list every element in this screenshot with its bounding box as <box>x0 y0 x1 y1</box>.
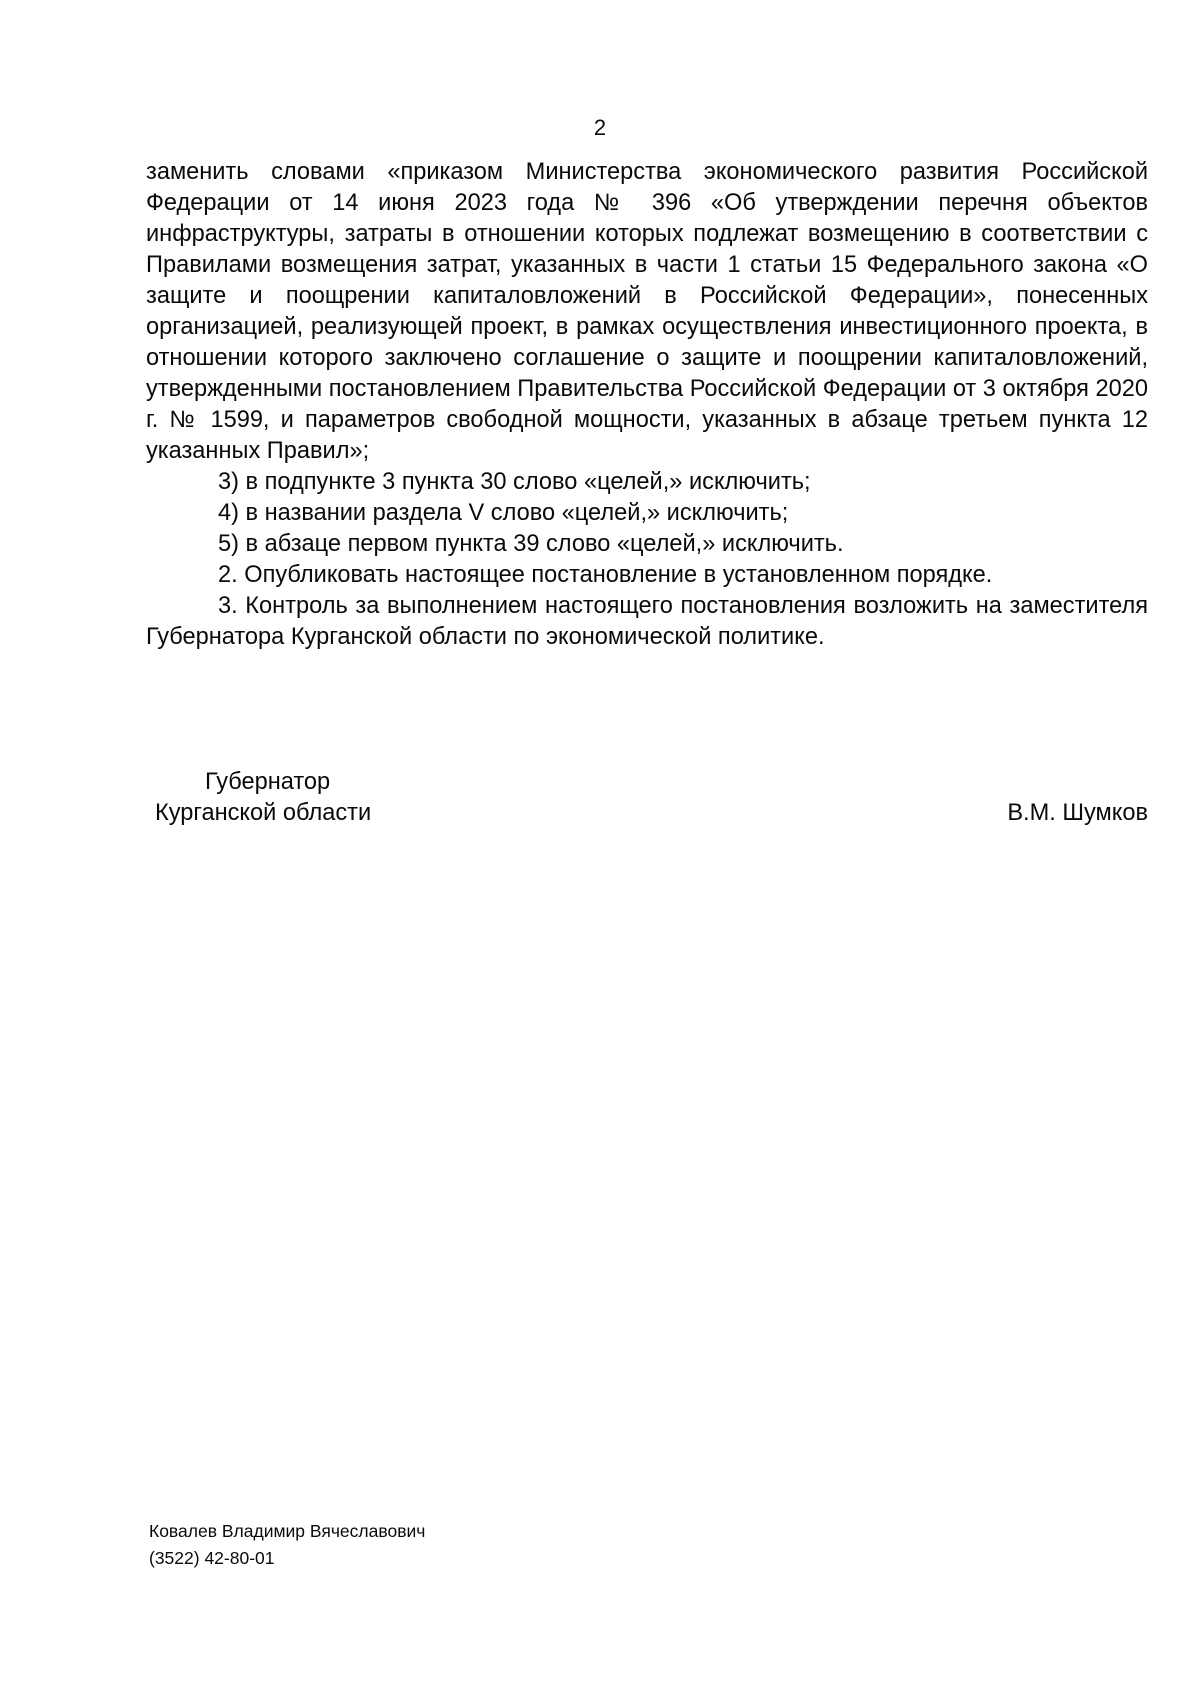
page-number <box>0 113 1200 143</box>
paragraph-control: 3. Контроль за выполнением настоящего постановления возложить на заместителя Губернатора Курганской области по экономической политике. <box>146 593 1148 650</box>
signatory-title-line2: Курганской области <box>155 800 372 826</box>
paragraph-item-4: 4) в названии раздела V слово «целей,» исключить; <box>218 500 789 526</box>
contact-block <box>149 1518 425 1572</box>
page-number-text: 2 <box>593 115 607 140</box>
signatory-title-line1: Губернатор <box>205 769 331 795</box>
paragraph-item-5: 5) в абзаце первом пункта 39 слово «целей,» исключить. <box>218 531 844 557</box>
paragraph-item-3: 3) в подпункте 3 пункта 30 слово «целей,» исключить; <box>218 469 811 495</box>
signatory-title <box>155 767 371 829</box>
paragraph-amendment-text: заменить словами «приказом Министерства экономического развития Российской Федерации от 14 июня 2023 года № 396 «Об утверждении перечня объектов инфраструктуры, затраты в отношении которых подлежат возмещению в соответствии с Правилами возмещения затрат, указанных в части 1 статьи 15 Федерального закона «О защите и поощрении капиталовложений в Российской Федерации», понесенных организацией, реализующей проект, в рамках осуществления инвестиционного проекта, в отношении которого заключено соглашение о защите и поощрении капиталовложений, утвержденными постановлением Правительства Российской Федерации от 3 октября 2020 г. № 1599, и параметров свободной мощности, указанных в абзаце третьем пункта 12 указанных Правил»; <box>146 159 1148 464</box>
contact-name: Ковалев Владимир Вячеславович <box>149 1521 426 1541</box>
document-body <box>146 157 1148 653</box>
paragraph-publish: 2. Опубликовать настоящее постановление в установленном порядке. <box>218 562 993 588</box>
contact-phone: (3522) 42-80-01 <box>149 1548 275 1568</box>
signatory-name: В.М. Шумков <box>1007 800 1148 826</box>
